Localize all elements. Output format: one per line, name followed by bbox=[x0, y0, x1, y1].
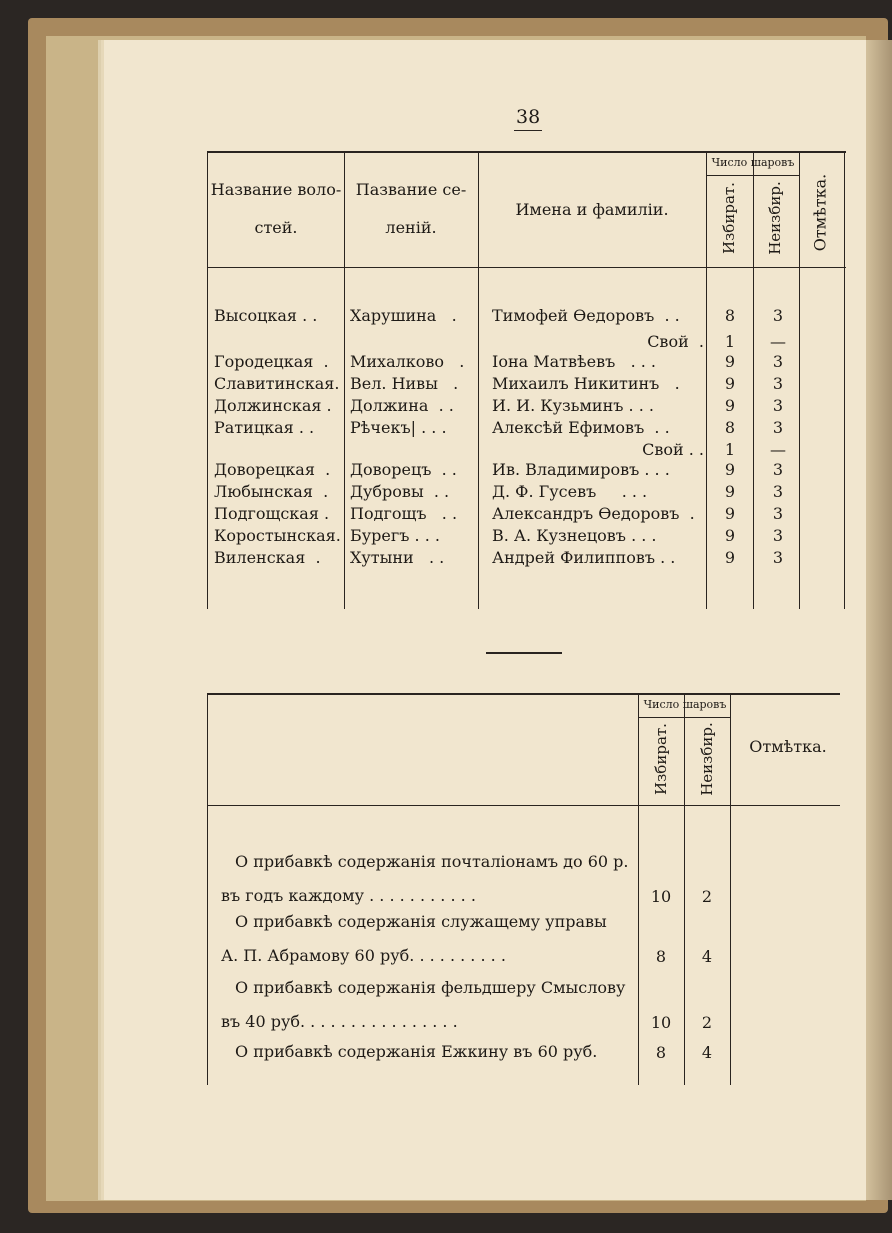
motion-line-1: О прибавкѣ содержанія служащему управы bbox=[235, 912, 607, 931]
cell-izbirat: 9 bbox=[724, 352, 736, 371]
cell-neizbir: 3 bbox=[772, 396, 784, 415]
cell-neizbir: 4 bbox=[701, 1043, 713, 1062]
header-volost-line2: стей. bbox=[254, 218, 298, 237]
cell-izbirat: 9 bbox=[724, 460, 736, 479]
cell-name: В. А. Кузнецовъ . . . bbox=[492, 526, 657, 545]
cell-neizbir: 2 bbox=[701, 1013, 713, 1032]
cell-neizbir: 3 bbox=[772, 418, 784, 437]
cell-neizbir: 3 bbox=[772, 526, 784, 545]
cell-volost: Подгощская . bbox=[214, 504, 330, 523]
motion-line-1: О прибавкѣ содержанія почталіонамъ до 60 р. bbox=[235, 852, 629, 871]
cell-izbirat: 1 bbox=[724, 440, 736, 459]
cell-volost: Виленская . bbox=[214, 548, 321, 567]
header-neizbir: Неизбир. bbox=[698, 722, 716, 796]
header-balls: Число шаровъ bbox=[711, 156, 795, 169]
page-number: 38 bbox=[516, 106, 541, 128]
balls-header-rule bbox=[638, 717, 730, 718]
table-row bbox=[207, 305, 846, 327]
cell-neizbir: 3 bbox=[772, 504, 784, 523]
table-row bbox=[207, 439, 846, 461]
table-row bbox=[207, 525, 846, 547]
header-izbirat: Избират. bbox=[720, 182, 738, 254]
cell-neizbir: 4 bbox=[701, 947, 713, 966]
header-selenie-line2: леній. bbox=[385, 218, 437, 237]
cell-selenie: Рѣчекъ| . . . bbox=[350, 418, 447, 437]
table-row bbox=[207, 547, 846, 569]
motion-text bbox=[221, 845, 635, 913]
book-spine bbox=[862, 40, 892, 1200]
cell-volost: Славитинская. bbox=[214, 374, 340, 393]
table-row bbox=[207, 503, 846, 525]
section-separator bbox=[486, 652, 562, 654]
motion-text bbox=[221, 1035, 635, 1069]
cell-name: Свой . . bbox=[642, 440, 704, 459]
table-row bbox=[207, 481, 846, 503]
cell-neizbir: 3 bbox=[772, 482, 784, 501]
cell-selenie: Вел. Нивы . bbox=[350, 374, 459, 393]
cell-selenie: Харушина . bbox=[350, 306, 457, 325]
column-divider bbox=[730, 695, 731, 1085]
table-row bbox=[207, 417, 846, 439]
cell-neizbir: 3 bbox=[772, 548, 784, 567]
motion-text bbox=[221, 905, 635, 973]
cell-neizbir: 3 bbox=[772, 352, 784, 371]
cell-selenie: Доворецъ . . bbox=[350, 460, 457, 479]
cell-izbirat: 8 bbox=[655, 947, 667, 966]
table-row bbox=[207, 373, 846, 395]
motion-text bbox=[221, 971, 635, 1039]
cell-name: Михаилъ Никитинъ . bbox=[492, 374, 680, 393]
header-volost bbox=[209, 171, 343, 247]
motion-line-2: въ годъ каждому . . . . . . . . . . . bbox=[221, 886, 476, 905]
column-divider bbox=[638, 695, 639, 1085]
header-otmetka: Отмѣтка. bbox=[749, 737, 827, 756]
cell-neizbir: 3 bbox=[772, 374, 784, 393]
motion-line-1: О прибавкѣ содержанія Ежкину въ 60 руб. bbox=[235, 1042, 598, 1061]
cell-volost: Должинская . bbox=[214, 396, 332, 415]
table-row bbox=[207, 459, 846, 481]
election-results-table bbox=[207, 151, 846, 609]
cell-selenie: Михалково . bbox=[350, 352, 465, 371]
cell-izbirat: 10 bbox=[650, 1013, 672, 1032]
cell-volost: Высоцкая . . bbox=[214, 306, 318, 325]
balls-header-rule bbox=[706, 175, 800, 176]
cell-volost: Любынская . bbox=[214, 482, 329, 501]
salary-votes-table bbox=[207, 693, 840, 1085]
table-border-left bbox=[207, 695, 208, 1085]
cell-izbirat: 9 bbox=[724, 482, 736, 501]
cell-selenie: Хутыни . . bbox=[350, 548, 445, 567]
cell-name: Тимофей Өедоровъ . . bbox=[492, 306, 680, 325]
cell-izbirat: 10 bbox=[650, 887, 672, 906]
cell-izbirat: 9 bbox=[724, 504, 736, 523]
header-balls: Число шаровъ bbox=[643, 698, 727, 711]
cell-name: Д. Ф. Гусевъ . . . bbox=[492, 482, 648, 501]
cell-name: И. И. Кузьминъ . . . bbox=[492, 396, 654, 415]
cell-izbirat: 1 bbox=[724, 332, 736, 351]
cell-selenie: Дубровы . . bbox=[350, 482, 450, 501]
header-volost-line1: Название воло- bbox=[210, 180, 342, 199]
header-izbirat: Избират. bbox=[652, 723, 670, 795]
cell-volost: Коростынская. bbox=[214, 526, 341, 545]
motion-line-2: въ 40 руб. . . . . . . . . . . . . . . . bbox=[221, 1012, 458, 1031]
cell-neizbir: 2 bbox=[701, 887, 713, 906]
cell-name: Александръ Өедоровъ . bbox=[492, 504, 695, 523]
motion-line-2: А. П. Абрамову 60 руб. . . . . . . . . . bbox=[221, 946, 506, 965]
cell-selenie: Бурегъ . . . bbox=[350, 526, 440, 545]
header-names: Имена и фамиліи. bbox=[515, 200, 669, 219]
cell-selenie: Должина . . bbox=[350, 396, 454, 415]
cell-neizbir: — bbox=[770, 440, 786, 459]
cell-name: Андрей Филипповъ . . bbox=[492, 548, 676, 567]
cell-name: Іона Матвѣевъ . . . bbox=[492, 352, 657, 371]
cell-neizbir: 3 bbox=[772, 460, 784, 479]
cell-izbirat: 9 bbox=[724, 526, 736, 545]
table-row bbox=[207, 331, 846, 353]
cell-neizbir: 3 bbox=[772, 306, 784, 325]
table-row bbox=[207, 351, 846, 373]
cell-selenie: Подгощъ . . bbox=[350, 504, 458, 523]
cell-izbirat: 9 bbox=[724, 374, 736, 393]
cell-name: Ив. Владимировъ . . . bbox=[492, 460, 670, 479]
header-bottom-rule bbox=[207, 267, 846, 268]
cell-name: Алексѣй Ефимовъ . . bbox=[492, 418, 670, 437]
header-bottom-rule bbox=[207, 805, 840, 806]
cell-neizbir: — bbox=[770, 332, 786, 351]
cell-izbirat: 9 bbox=[724, 396, 736, 415]
header-selenie bbox=[346, 171, 476, 247]
header-selenie-line1: Пазвание се- bbox=[355, 180, 467, 199]
cell-izbirat: 8 bbox=[724, 306, 736, 325]
column-divider bbox=[684, 695, 685, 1085]
header-neizbir: Неизбир. bbox=[766, 181, 784, 255]
cell-volost: Городецкая . bbox=[214, 352, 329, 371]
motion-line-1: О прибавкѣ содержанія фельдшеру Смыслову bbox=[235, 978, 626, 997]
cell-izbirat: 8 bbox=[724, 418, 736, 437]
cell-name: Свой . bbox=[647, 332, 704, 351]
cell-volost: Доворецкая . bbox=[214, 460, 331, 479]
cell-izbirat: 8 bbox=[655, 1043, 667, 1062]
header-otmetka: Отмѣтка. bbox=[810, 173, 830, 252]
table-row bbox=[207, 395, 846, 417]
cell-volost: Ратицкая . . bbox=[214, 418, 315, 437]
cell-izbirat: 9 bbox=[724, 548, 736, 567]
page-number-underline bbox=[514, 130, 542, 131]
